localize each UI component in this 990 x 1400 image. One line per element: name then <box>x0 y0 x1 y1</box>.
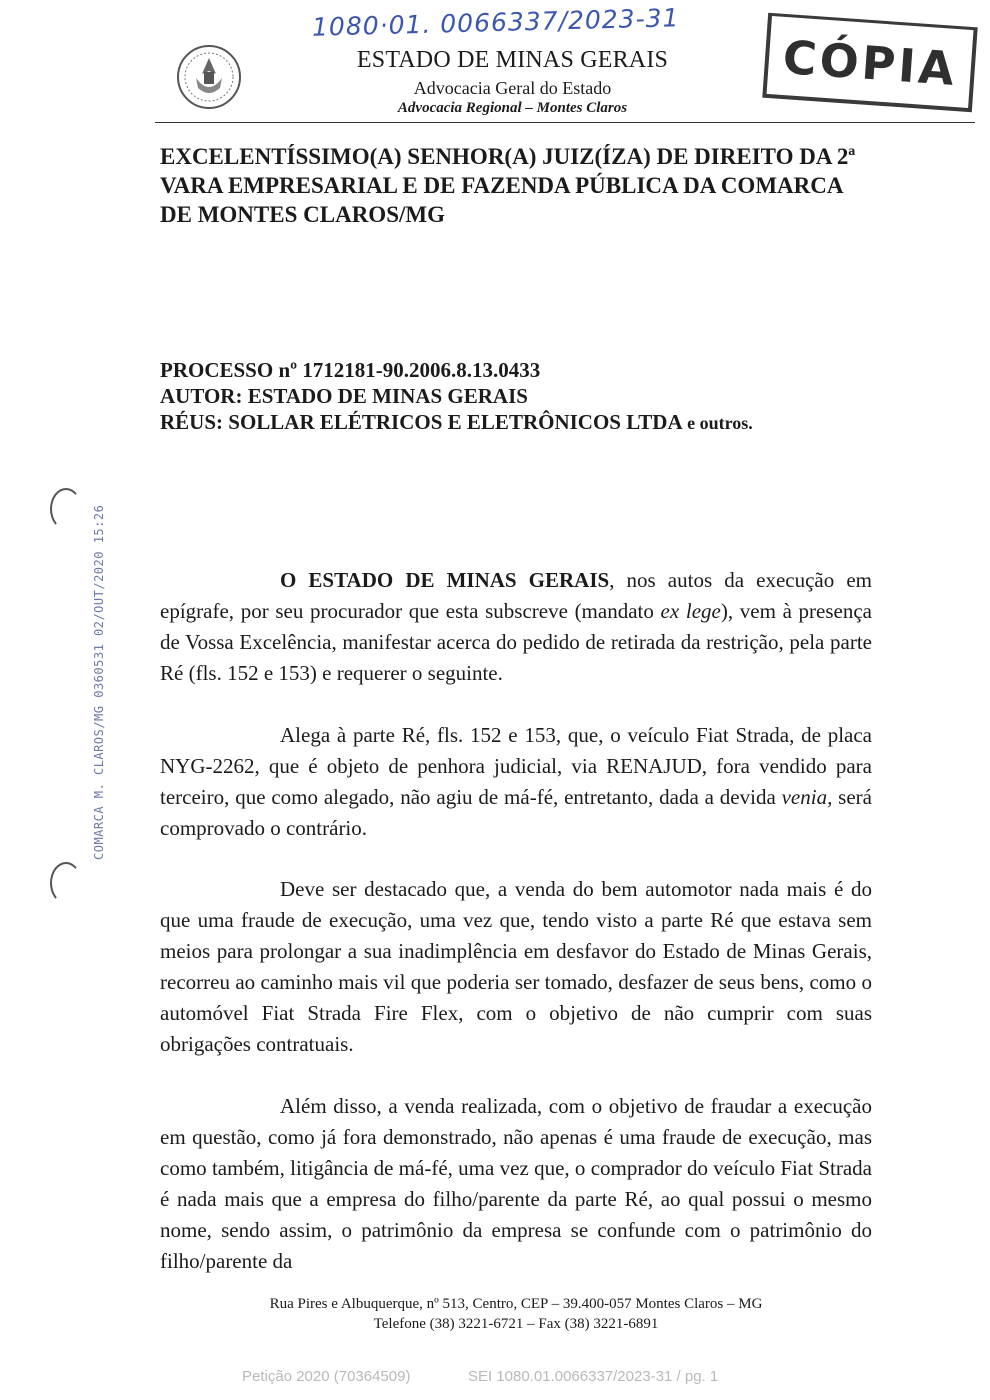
binder-hole-top <box>50 488 82 530</box>
p4-text: Além disso, a venda realizada, com o objetivo de fraudar a execução em questão, como já fora demonstrado, não apenas é uma fraude de execução, mas como também, litigância de má-fé, uma vez que, o comprador do veículo Fiat Strada é nada mais que a empresa do filho/parente da parte Ré, ao qual possui o mesmo nome, sendo assim, o patrimônio da empresa se confunde com o patrimônio do filho/parente da <box>160 1094 872 1273</box>
p2-text-b: será comprovado o contrário. <box>160 785 872 840</box>
paragraph-1 <box>160 565 872 689</box>
court-receipt-margin-stamp: COMARCA M. CLAROS/MG 0360531 02/OUT/2020 15:26 <box>92 504 106 860</box>
header-subtitle: Advocacia Geral do Estado <box>413 78 612 98</box>
footer-phone: Telefone (38) 3221-6721 – Fax (38) 3221-6891 <box>373 1316 659 1332</box>
addressee-line-1: EXCELENTÍSSIMO(A) SENHOR(A) JUIZ(ÍZA) DE DIREITO DA 2ª <box>160 144 856 169</box>
p2-text-a: Alega à parte Ré, fls. 152 e 153, que, o veículo Fiat Strada, de placa NYG-2262, que é objeto de penhora judicial, via RENAJUD, fora vendido para terceiro, que como alegado, não agiu de má-fé, entretanto, dada a devida <box>160 723 872 809</box>
footer-address: Rua Pires e Albuquerque, nº 513, Centro, CEP – 39.400-057 Montes Claros – MG <box>269 1296 763 1312</box>
footer-address-block <box>160 1294 872 1334</box>
binder-hole-bottom <box>50 862 82 904</box>
paragraph-2 <box>160 720 872 844</box>
p2-italic: venia, <box>781 785 833 809</box>
p1-italic: ex lege <box>660 599 721 623</box>
p1-text-b: ), vem à presença de Vossa Excelência, manifestar acerca do pedido de retirada da restrição, pela parte Ré (fls. 152 e 153) e requerer o seguinte. <box>160 599 873 685</box>
process-number: PROCESSO nº 1712181-90.2006.8.13.0433 <box>160 358 541 382</box>
p1-text-a: , nos autos da execução em epígrafe, por seu procurador que esta subscreve (mandato <box>160 568 872 623</box>
header-title: ESTADO DE MINAS GERAIS <box>356 47 669 73</box>
header-office: Advocacia Regional – Montes Claros <box>397 100 628 116</box>
sei-page-reference: SEI 1080.01.0066337/2023-31 / pg. 1 <box>468 1368 719 1385</box>
copy-stamp <box>762 13 977 112</box>
process-defendants <box>160 409 753 436</box>
addressee-line-3: DE MONTES CLAROS/MG <box>160 202 445 227</box>
process-author: AUTOR: ESTADO DE MINAS GERAIS <box>160 384 528 408</box>
handwritten-process-number: 1080·01. 0066337/2023-31 <box>311 3 680 42</box>
paragraph-3 <box>160 874 872 1060</box>
copy-stamp-label: CÓPIA <box>781 29 959 97</box>
sei-document-label: Petição 2020 (70364509) <box>242 1368 411 1385</box>
p1-bold-lead: O ESTADO DE MINAS GERAIS <box>280 568 610 592</box>
header-divider <box>155 122 975 123</box>
state-coat-of-arms-seal <box>176 44 242 110</box>
defendants-suffix: e outros. <box>682 413 753 433</box>
addressee-line-2: VARA EMPRESARIAL E DE FAZENDA PÚBLICA DA COMARCA <box>160 173 844 198</box>
addressee-block <box>160 142 880 229</box>
paragraph-4 <box>160 1091 872 1277</box>
p3-text: Deve ser destacado que, a venda do bem automotor nada mais é do que uma fraude de execução, uma vez que, tendo visto a parte Ré que estava sem meios para prolongar a sua inadimplência em desfavor do Estado de Minas Gerais, recorreu ao caminho mais vil que poderia ser tomado, desfazer de seus bens, como o automóvel Fiat Strada Fire Flex, com o objetivo de não cumprir com suas obrigações contratuais. <box>160 877 872 1056</box>
defendants-name: RÉUS: SOLLAR ELÉTRICOS E ELETRÔNICOS LTDA <box>160 410 683 434</box>
